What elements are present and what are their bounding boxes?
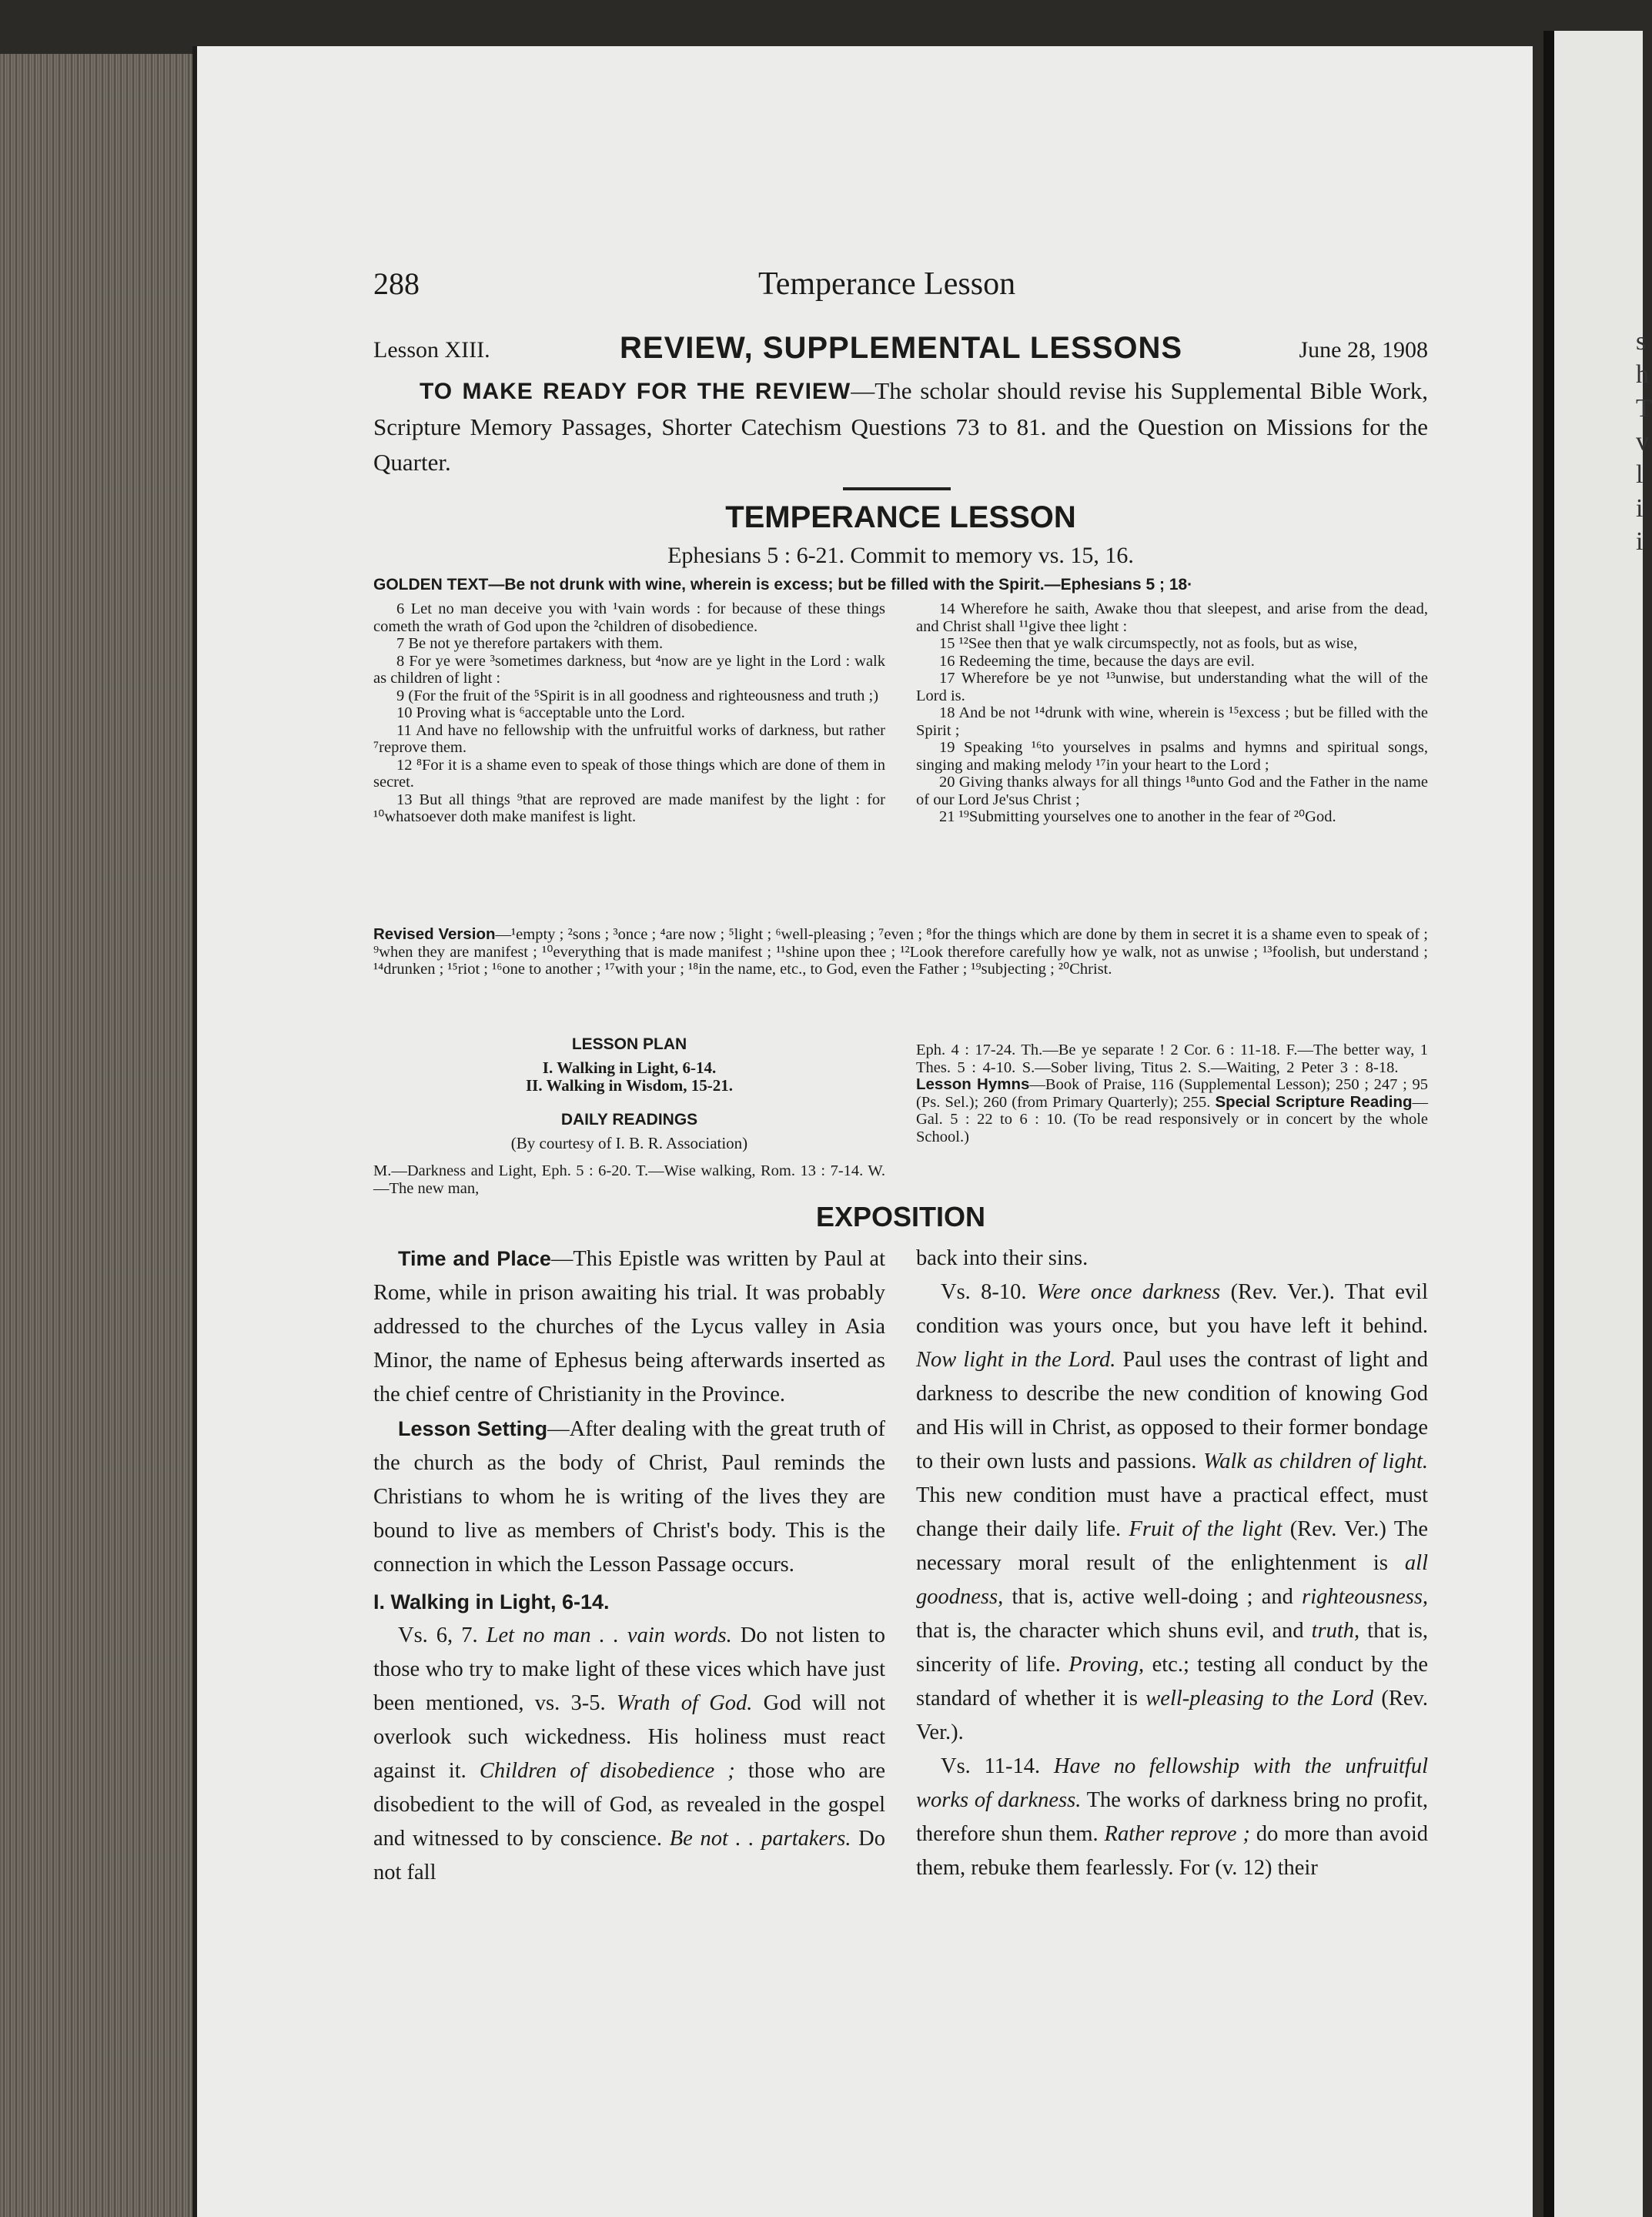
verses-6-7-paragraph <box>373 1619 885 1890</box>
running-title: Temperance Lesson <box>758 266 1016 302</box>
commentary: Paul uses the contrast of light and darkness to describe the new condition of knowing God and His will in Christ, as opposed to their former bondage to their own lusts and passions. <box>916 1348 1428 1473</box>
commentary: This new condition must have a practical effect, must change their daily life. <box>916 1483 1428 1541</box>
verse-ref: Vs. 8-10. <box>941 1280 1027 1304</box>
commentary: Do not listen to those who try to make light of these vices which have just been mentioned, vs. 3-5. <box>373 1623 885 1715</box>
verse: 12 ⁸For it is a shame even to speak of those things which are done of them in secret. <box>373 756 885 791</box>
verse: 9 (For the fruit of the ⁵Spirit is in all goodness and righteousness and truth ;) <box>396 687 879 704</box>
time-and-place-label: Time and Place <box>398 1247 551 1270</box>
book-page-edges <box>0 54 212 2217</box>
verse-quote: truth, <box>1311 1619 1360 1643</box>
verse: 8 For ye were ³sometimes darkness, but ⁴now are ye light in the Lord : walk as children of light : <box>373 652 885 687</box>
verses-left-column <box>373 600 885 826</box>
commentary: God will not overlook such wickedness. His holiness must react against it. <box>373 1691 886 1783</box>
lesson-plan-item: I. Walking in Light, 6-14. <box>542 1058 717 1077</box>
verse-quote: righteousness, <box>1302 1585 1429 1609</box>
revised-version-label: Revised Version <box>373 925 496 943</box>
golden-text-label: GOLDEN TEXT <box>373 576 489 594</box>
facing-fragment: s <box>1636 327 1647 356</box>
verse: 16 Redeeming the time, because the days are evil. <box>939 652 1255 670</box>
lesson-setting-paragraph <box>373 1412 885 1582</box>
continued-text: back into their sins. <box>916 1246 1089 1270</box>
running-head <box>373 266 1428 312</box>
facing-page <box>1543 31 1652 2217</box>
revised-version-text: —¹empty ; ²sons ; ³once ; ⁴are now ; ⁵light ; ⁶well-pleasing ; ⁷even ; ⁸for the things which are done by them in secret it is a shame even to speak of ; ⁹when they are manifest ; ¹⁰everything that is made manifest ; ¹¹shine upon thee ; ¹²Look therefore carefully how ye walk, not as unwise ; ¹³foolish, but understand ; ¹⁴drunken ; ¹⁵riot ; ¹⁶one to another ; ¹⁷with your ; ¹⁸in the name, etc., to God, even the Father ; ¹⁹subjecting ; ²⁰Christ. <box>373 926 1428 978</box>
section-rule <box>843 487 951 490</box>
scripture-reference: Ephesians 5 : 6-21. Commit to memory vs. 15, 16. <box>667 543 1134 568</box>
verses-11-14-paragraph <box>916 1750 1428 1885</box>
commentary: (Rev. Ver.) The necessary moral result of the enlightenment is <box>916 1517 1428 1575</box>
lesson-line <box>373 331 1428 370</box>
lesson-plan-heading: LESSON PLAN <box>571 1035 687 1053</box>
verse: 20 Giving thanks always for all things ¹⁸unto God and the Father in the name of our Lord Je'sus Christ ; <box>916 774 1428 808</box>
lesson-plan-item: II. Walking in Wisdom, 15-21. <box>525 1076 733 1095</box>
verse-quote: Children of disobedience ; <box>479 1759 735 1783</box>
golden-text-body: —Be not drunk with wine, wherein is excess; but be filled with the Spirit.—Ephesians 5 ; 18· <box>488 576 1193 594</box>
verse: 21 ¹⁹Submitting yourselves one to another in the fear of ²⁰God. <box>939 808 1336 825</box>
verse-quote: Have no fellowship with the unfruitful works of darkness. <box>916 1754 1428 1812</box>
commentary: Do not fall <box>373 1827 886 1884</box>
exposition-title: EXPOSITION <box>815 1201 986 1232</box>
time-and-place-paragraph <box>373 1242 885 1412</box>
commentary: that is, active well-doing ; and <box>1012 1585 1293 1609</box>
facing-fragment: i <box>1636 527 1644 556</box>
commentary: (Rev. Ver.). <box>916 1687 1429 1744</box>
review-title: REVIEW, SUPPLEMENTAL LESSONS <box>620 331 1183 365</box>
verse: 7 Be not ye therefore partakers with them. <box>396 635 664 652</box>
commentary: those who are disobedient to the will of God, as revealed in the gospel and witnessed to by conscience. <box>373 1759 886 1851</box>
verses-right-column <box>916 600 1428 826</box>
verse: 15 ¹²See then that ye walk circumspectly, not as fools, but as wise, <box>939 635 1358 652</box>
verse-quote: Now light in the Lord. <box>916 1348 1116 1372</box>
special-reading-label: Special Scripture Reading <box>1215 1092 1413 1111</box>
verse: 19 Speaking ¹⁶to yourselves in psalms and hymns and spiritual songs, singing and making melody ¹⁷in your heart to the Lord ; <box>916 739 1428 774</box>
daily-readings-heading: DAILY READINGS <box>560 1111 698 1129</box>
verse-quote: Fruit of the light <box>1129 1517 1282 1541</box>
commentary: (Rev. Ver.). That evil condition was yours once, but you have left it behind. <box>916 1280 1429 1338</box>
review-instructions-lead: TO MAKE READY FOR THE REVIEW <box>420 379 851 404</box>
verse-quote: Walk as children of light. <box>1203 1450 1428 1473</box>
commentary: etc.; testing all conduct by the standard of whether it is <box>916 1653 1429 1710</box>
exposition-left-column <box>373 1242 885 1890</box>
commentary: that is, sincerity of life. <box>916 1619 1429 1677</box>
verse: 13 But all things ⁹that are reproved are made manifest by the light : for ¹⁰whatsoever doth make manifest is light. <box>373 791 885 825</box>
page-content <box>373 266 1428 1994</box>
lesson-date: June 28, 1908 <box>1299 337 1428 363</box>
page-number: 288 <box>373 266 420 301</box>
verse: 17 Wherefore be ye not ¹³unwise, but understanding what the will of the Lord is. <box>916 670 1428 704</box>
lesson-hymns-text: —Book of Praise, 116 (Supplemental Lesson); 250 ; 247 ; 95 (Ps. Sel.); 260 (from Primary Quarterly); 255. <box>916 1076 1428 1111</box>
commentary: The works of darkness bring no profit, therefore shun them. <box>916 1788 1428 1846</box>
verse-quote: Let no man . . vain words. <box>486 1623 732 1647</box>
verse: 14 Wherefore he saith, Awake thou that sleepest, and arise from the dead, and Christ shall ¹¹give thee light : <box>916 600 1428 635</box>
readings-and-hymns <box>916 1042 1428 1145</box>
facing-fragment: i <box>1636 494 1644 523</box>
verse-quote: Be not . . partakers. <box>669 1827 851 1851</box>
facing-fragment: l <box>1636 460 1644 489</box>
lesson-number: Lesson XIII. <box>373 337 490 363</box>
daily-readings-text: M.—Darkness and Light, Eph. 5 : 6-20. T.—Wise walking, Rom. 13 : 7-14. W.—The new man, <box>373 1162 885 1197</box>
verse: 10 Proving what is ⁶acceptable unto the Lord. <box>396 704 685 721</box>
revised-version <box>373 926 1428 978</box>
commentary: that is, the character which shuns evil, and <box>916 1619 1304 1643</box>
verse-ref: Vs. 11-14. <box>941 1754 1041 1778</box>
verse: 6 Let no man deceive you with ¹vain words : for because of these things cometh the wrath of God upon the ²children of disobedience. <box>373 600 885 635</box>
verse: 11 And have no fellowship with the unfruitful works of darkness, but rather ⁷reprove them. <box>373 721 885 756</box>
daily-readings-note: (By courtesy of I. B. R. Association) <box>510 1134 748 1152</box>
verses-8-10-paragraph <box>916 1276 1428 1750</box>
facing-fragment: v <box>1636 427 1649 456</box>
lesson-setting-text: —After dealing with the great truth of the church as the body of Christ, Paul reminds the Christians to whom he is writing of the lives they are bound to live as members of Christ's body. This is the connection in which the Lesson Passage occurs. <box>373 1417 885 1577</box>
special-reading-text: —Gal. 5 : 22 to 6 : 10. (To be read responsively or in concert by the whole School.) <box>916 1093 1428 1145</box>
facing-fragment: h <box>1636 360 1649 389</box>
daily-readings-continued: Eph. 4 : 17-24. Th.—Be ye separate ! 2 Cor. 6 : 11-18. F.—The better way, 1 Thes. 5 : 4-10. S.—Sober living, Titus 2. S.—Waiting, 2 Peter 3 : 8-18. <box>916 1042 1428 1076</box>
review-instructions-text: —The scholar should revise his Supplemental Bible Work, Scripture Memory Passages, Shorter Catechism Questions 73 to 81. and the Question on Missions for the Quarter. <box>373 377 1429 476</box>
verse-quote: Rather reprove ; <box>1104 1822 1250 1846</box>
lesson-hymns-label: Lesson Hymns <box>916 1075 1030 1093</box>
time-and-place-text: —This Epistle was written by Paul at Rome, while in prison awaiting his trial. It was probably addressed to the churches of the Lycus valley in Asia Minor, the name of Ephesus being afterwards inserted as the chief centre of Christianity in the Province. <box>373 1247 886 1406</box>
verse-quote: all goodness, <box>916 1551 1428 1609</box>
verse-ref: Vs. 6, 7. <box>398 1623 478 1647</box>
commentary: do more than avoid them, rebuke them fearlessly. For (v. 12) their <box>916 1822 1429 1880</box>
review-instructions <box>373 373 1428 480</box>
verse-quote: Wrath of God. <box>616 1691 753 1715</box>
verse-quote: Proving, <box>1068 1653 1145 1677</box>
facing-fragment: T <box>1636 394 1652 423</box>
verse-quote: Were once darkness <box>1036 1280 1221 1304</box>
temperance-title: TEMPERANCE LESSON <box>725 500 1076 534</box>
exposition-right-column <box>916 1242 1428 1885</box>
section-heading: I. Walking in Light, 6-14. <box>373 1590 610 1613</box>
golden-text <box>373 575 1428 594</box>
verse-quote: well-pleasing to the Lord <box>1145 1687 1374 1710</box>
lesson-setting-label: Lesson Setting <box>398 1417 548 1440</box>
verse: 18 And be not ¹⁴drunk with wine, wherein is ¹⁵excess ; but be filled with the Spirit ; <box>916 704 1428 739</box>
